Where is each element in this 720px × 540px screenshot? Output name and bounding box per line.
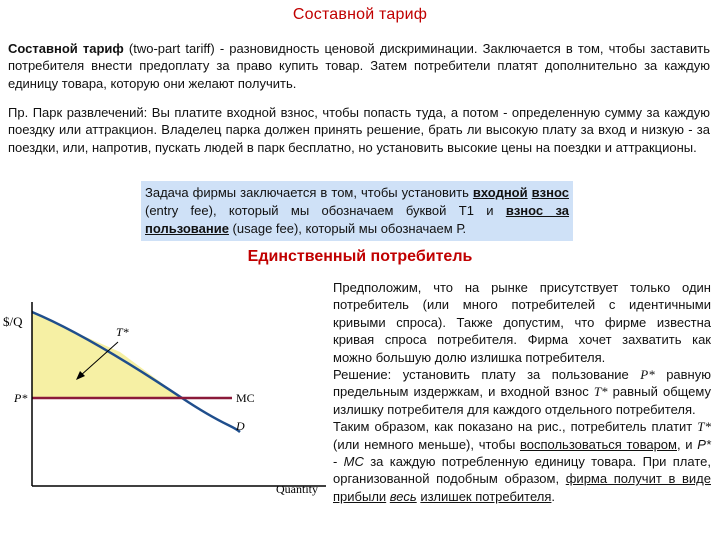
page-title: Составной тариф	[292, 6, 428, 23]
usage-fee-term-2: пользование	[145, 221, 229, 236]
conclusion-consumer-surplus: излишек потребителя	[420, 488, 552, 504]
conclusion-text-1: Таким образом, как показано на рис., потребитель платит	[333, 419, 698, 435]
price-label: P*	[14, 391, 28, 405]
conclusion-use-good: воспользоваться товаром	[520, 436, 677, 452]
task-text-3: (usage fee), который мы обозначаем Р.	[228, 221, 467, 236]
two-part-tariff-chart	[0, 290, 332, 500]
solution-text-2: равную предельным издержкам, и входной взнос	[333, 367, 711, 400]
assumption-paragraph: Предположим, что на рынке присутствует только один потребитель (или много потребителей с идентичными кривыми спроса). Также допустим, что фирме известна кривая спроса потребителя. Фирма хочет захватить как можно большую долю излишка потребителя.	[333, 280, 711, 365]
conclusion-all: весь	[389, 488, 417, 504]
solution-t-star: T*	[593, 384, 608, 400]
consumer-surplus-area	[32, 312, 182, 398]
intro-paragraph	[8, 40, 710, 92]
solution-text-3: равный общему излишку потребителя для каждого отдельного потребителя.	[333, 384, 711, 417]
intro-term: Составной тариф	[8, 41, 124, 56]
conclusion-mc: MC	[343, 454, 364, 470]
y-axis-label: $/Q	[3, 314, 23, 329]
conclusion-text-2: (или немного меньше), чтобы	[333, 436, 520, 452]
mc-label: MC	[236, 391, 255, 405]
conclusion-text-4: за каждую потребленную единицу товара. При плате, организованной подобным образом,	[333, 454, 711, 487]
solution-paragraph	[333, 366, 711, 418]
usage-fee-term-1: взнос за	[505, 203, 569, 218]
example-paragraph: Пр. Парк развлечений: Вы платите входной взнос, чтобы попасть туда, а потом - определенную сумму за каждую поездку или аттракцион. Владелец парка должен принять решение, брать ли высокую плату за вход и низкую - за поездки, или, напротив, пускать людей в парк бесплатно, но установить высокие цены на поездки и аттракционы.	[8, 105, 710, 155]
conclusion-period: .	[551, 488, 556, 504]
section-subtitle: Единственный потребитель	[247, 248, 473, 265]
solution-text-1: Решение: установить плату за пользование	[333, 367, 641, 383]
intro-text: (two-part tariff) - разновидность ценовой дискриминации. Заключается в том, чтобы заставить потребителя внести предоплату за право купить товар. Затем потребители платят дополнительно за каждую единицу товара, которую они желают получить.	[8, 41, 710, 91]
entry-fee-term-1: входной	[472, 185, 528, 200]
x-axis-label: Quantity	[276, 482, 318, 496]
conclusion-paragraph	[333, 418, 711, 505]
conclusion-p-star: P*	[697, 436, 711, 452]
task-text-1: Задача фирмы заключается в том, чтобы установить	[145, 185, 473, 200]
task-text-2: (entry fee), который мы обозначаем буквой Т1 и	[145, 203, 506, 218]
area-label: T*	[116, 325, 129, 339]
conclusion-firm-profit: фирма получит в виде прибыли	[333, 471, 711, 504]
conclusion-t-star: T*	[697, 419, 711, 435]
conclusion-dash: -	[333, 454, 344, 470]
demand-label: D	[236, 419, 245, 433]
task-box	[141, 181, 573, 241]
solution-p-star: P*	[640, 367, 655, 383]
entry-fee-term-2: взнос	[531, 185, 569, 200]
conclusion-text-3: , и	[676, 436, 698, 452]
single-consumer-text	[333, 279, 711, 505]
